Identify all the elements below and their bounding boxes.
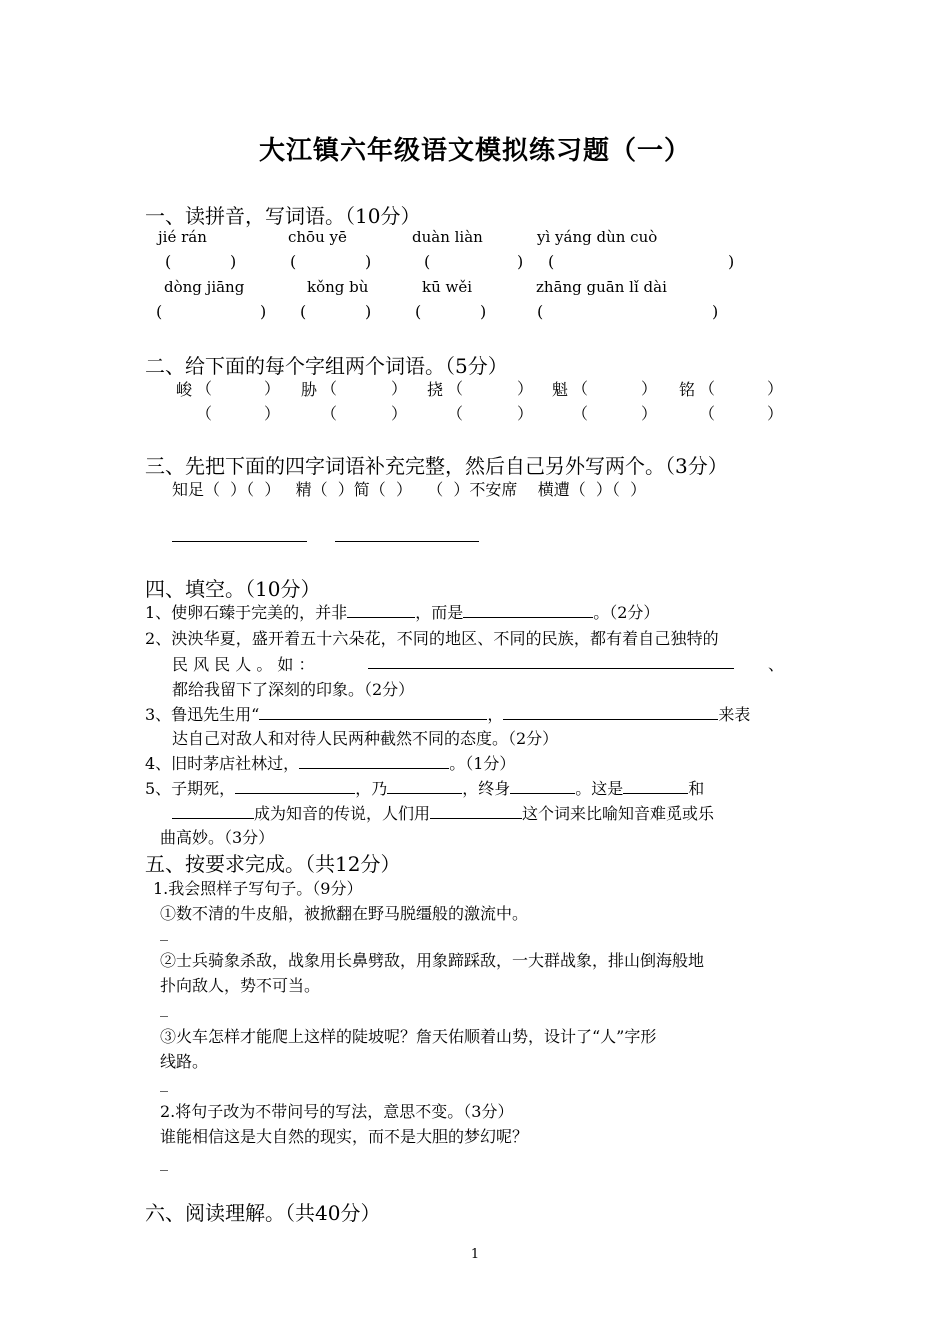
q3-text-b: ， bbox=[487, 705, 504, 724]
pinyin-2: chōu yē bbox=[288, 228, 347, 246]
q4-text-b: 。（1分） bbox=[449, 754, 516, 773]
q4-text-a: 4、旧时茅店社林过， bbox=[145, 754, 300, 773]
paren: （ bbox=[321, 379, 338, 398]
paren: ( bbox=[156, 302, 163, 321]
section-1-heading: 一、读拼音，写词语。（10分） bbox=[145, 204, 421, 228]
q5-text-f: 成为知音的传说，人们用 bbox=[254, 804, 431, 823]
blank[interactable] bbox=[503, 703, 718, 720]
q5-text-a: 5、子期死， bbox=[145, 779, 236, 798]
paren: ( bbox=[548, 252, 555, 271]
paren: （ bbox=[196, 379, 213, 398]
q2-comma: 、 bbox=[768, 655, 785, 674]
section-4-heading: 四、填空。（10分） bbox=[145, 577, 321, 601]
paren: ） bbox=[264, 404, 281, 423]
paren: ） bbox=[767, 379, 784, 398]
page-title: 大江镇六年级语文模拟练习题（一） bbox=[258, 136, 691, 166]
answer-line bbox=[335, 541, 479, 542]
q5-text-d: 。这是 bbox=[575, 779, 624, 798]
paren: ） bbox=[641, 379, 658, 398]
char-4: 魁 bbox=[552, 380, 569, 399]
blank[interactable] bbox=[172, 802, 254, 819]
q2-text-b: 民 风 民 人 。 如 ： bbox=[172, 655, 315, 674]
answer-line bbox=[172, 541, 307, 542]
char-1: 峻 bbox=[176, 380, 193, 399]
paren: ( bbox=[300, 302, 307, 321]
paren: ) bbox=[230, 252, 237, 271]
char-5: 铭 bbox=[679, 380, 696, 399]
paren: ） bbox=[517, 379, 534, 398]
paren: （ bbox=[447, 379, 464, 398]
paren: ) bbox=[712, 302, 719, 321]
page-number: 1 bbox=[470, 1247, 480, 1262]
section-3-heading: 三、先把下面的四字词语补充完整，然后自己另外写两个。（3分） bbox=[145, 454, 728, 478]
example-1: ①数不清的牛皮船，被掀翻在野马脱缰般的激流中。 bbox=[160, 904, 529, 923]
char-3: 挠 bbox=[427, 380, 444, 399]
paren: （ bbox=[447, 404, 464, 423]
paren: ） bbox=[391, 404, 408, 423]
paren: ) bbox=[260, 302, 267, 321]
blank[interactable] bbox=[430, 802, 522, 819]
q5 bbox=[145, 776, 704, 799]
q5-text-e: 和 bbox=[688, 779, 705, 798]
paren: （ bbox=[699, 379, 716, 398]
paren: ( bbox=[290, 252, 297, 271]
blank[interactable] bbox=[235, 777, 355, 794]
pinyin-5: dòng jiāng bbox=[164, 278, 245, 296]
pinyin-6: kǒng bù bbox=[307, 278, 369, 296]
answer-dash[interactable]: _ bbox=[160, 998, 168, 1017]
blank[interactable] bbox=[299, 752, 449, 769]
paren: （ bbox=[572, 404, 589, 423]
paren: ( bbox=[165, 252, 172, 271]
paren: （ bbox=[572, 379, 589, 398]
q2-line-3: 都给我留下了深刻的印象。（2分） bbox=[172, 680, 415, 699]
q5-text-g: 这个词来比喻知音难觅或乐 bbox=[522, 804, 715, 823]
paren: ） bbox=[767, 404, 784, 423]
paren: （ bbox=[196, 404, 213, 423]
answer-dash[interactable]: _ bbox=[160, 1152, 168, 1171]
blank[interactable] bbox=[510, 777, 575, 794]
paren: ) bbox=[365, 302, 372, 321]
pinyin-7: kū wěi bbox=[422, 278, 473, 296]
paren: ） bbox=[641, 404, 658, 423]
pinyin-3: duàn liàn bbox=[412, 228, 483, 246]
q3-text-c: 来表 bbox=[718, 705, 751, 724]
example-2-line-2: 扑向敌人，势不可当。 bbox=[160, 976, 321, 995]
blank[interactable] bbox=[368, 668, 734, 669]
example-3-line-1: ③火车怎样才能爬上这样的陡坡呢？詹天佑顺着山势，设计了“人”字形 bbox=[160, 1027, 657, 1046]
paren: ） bbox=[264, 379, 281, 398]
q1-text-a: 1、使卵石臻于完美的，并非 bbox=[145, 603, 348, 622]
q2-line-2 bbox=[172, 652, 315, 675]
q1-text-b: ，而是 bbox=[415, 603, 464, 622]
section-5-heading: 五、按要求完成。（共12分） bbox=[145, 852, 401, 876]
q5-text-b: ，乃 bbox=[355, 779, 388, 798]
section-2-heading: 二、给下面的每个字组两个词语。（5分） bbox=[145, 354, 508, 378]
blank[interactable] bbox=[463, 601, 593, 618]
example-2-line-1: ②士兵骑象杀敌，战象用长鼻劈敌，用象蹄踩敌，一大群战象，排山倒海般地 bbox=[160, 951, 705, 970]
answer-dash[interactable]: _ bbox=[160, 1073, 168, 1092]
paren: ( bbox=[424, 252, 431, 271]
paren: ) bbox=[480, 302, 487, 321]
pinyin-8: zhāng guān lǐ dài bbox=[536, 278, 667, 296]
paren: （ bbox=[321, 404, 338, 423]
example-4: 谁能相信这是大自然的现实，而不是大胆的梦幻呢？ bbox=[160, 1127, 529, 1146]
q1-text-c: 。（2分） bbox=[593, 603, 660, 622]
paren: ) bbox=[365, 252, 372, 271]
paren: ） bbox=[391, 379, 408, 398]
paren: （ bbox=[699, 404, 716, 423]
q3 bbox=[145, 702, 750, 725]
sub-question-1: 1.我会照样子写句子。（9分） bbox=[153, 879, 363, 898]
paren: ) bbox=[517, 252, 524, 271]
q5-line-2 bbox=[172, 801, 714, 824]
q4 bbox=[145, 751, 515, 774]
sub-question-2: 2.将句子改为不带问号的写法，意思不变。（3分） bbox=[160, 1102, 514, 1121]
char-2: 胁 bbox=[301, 380, 318, 399]
pinyin-1: jié rán bbox=[158, 228, 207, 246]
q1 bbox=[145, 600, 659, 623]
section-6-heading: 六、阅读理解。（共40分） bbox=[145, 1201, 381, 1225]
paren: ) bbox=[728, 252, 735, 271]
q3-text-a: 3、鲁迅先生用“ bbox=[145, 705, 260, 724]
idiom-line: 知足（ ）（ ） 精（ ）简（ ） （ ）不安席 横遭（ ）（ ） bbox=[172, 480, 647, 499]
q2-line-1: 2、泱泱华夏，盛开着五十六朵花，不同的地区、不同的民族，都有着自己独特的 bbox=[145, 629, 719, 648]
blank[interactable] bbox=[259, 703, 487, 720]
q5-line-3: 曲高妙。（3分） bbox=[160, 828, 275, 847]
pinyin-4: yì yáng dùn cuò bbox=[537, 228, 658, 246]
q5-text-c: ，终身 bbox=[462, 779, 511, 798]
paren: ( bbox=[415, 302, 422, 321]
paren: ） bbox=[517, 404, 534, 423]
blank[interactable] bbox=[623, 777, 688, 794]
example-3-line-2: 线路。 bbox=[160, 1052, 209, 1071]
answer-dash[interactable]: _ bbox=[160, 922, 168, 941]
blank[interactable] bbox=[387, 777, 462, 794]
q3-line-2: 达自己对敌人和对待人民两种截然不同的态度。（2分） bbox=[172, 729, 559, 748]
paren: ( bbox=[537, 302, 544, 321]
blank[interactable] bbox=[347, 601, 415, 618]
